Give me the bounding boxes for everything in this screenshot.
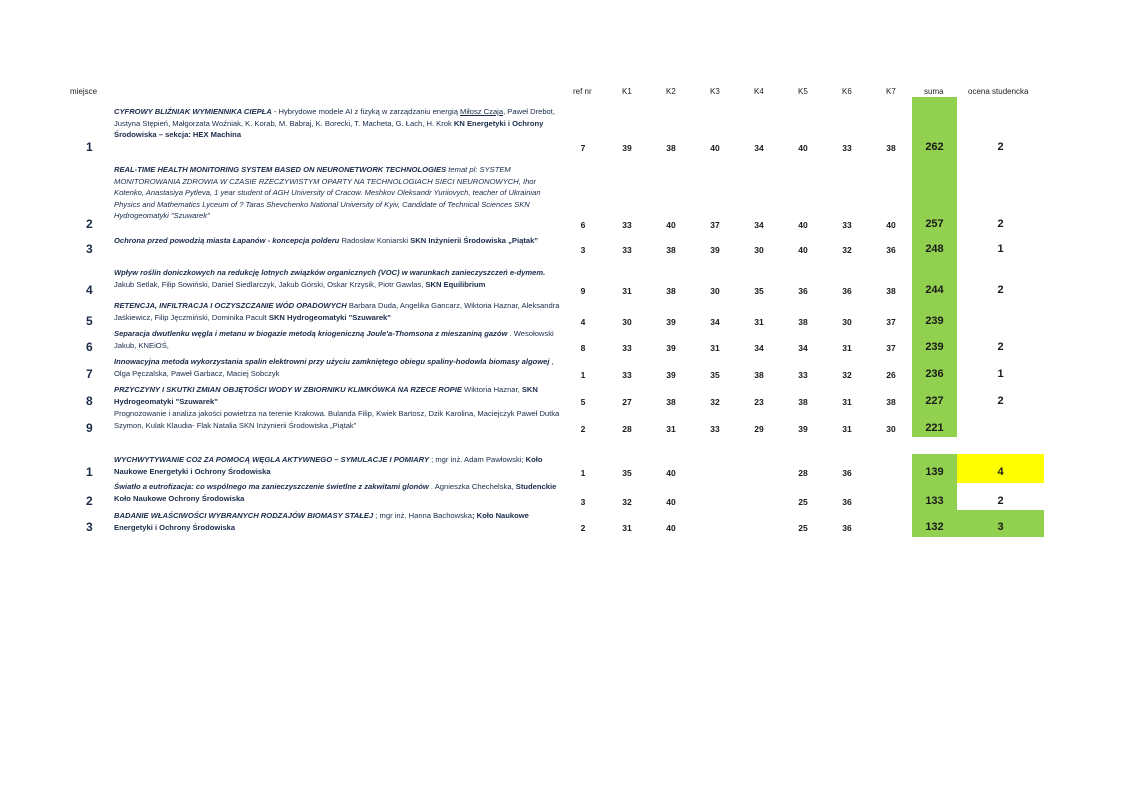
header-k6: K6	[842, 87, 852, 96]
judge-score-k7: 26	[886, 370, 896, 380]
place-number: 1	[86, 140, 93, 154]
judge-score-k5: 25	[798, 497, 808, 507]
judge-score-k3: 32	[710, 397, 720, 407]
judge-score-k2: 38	[666, 143, 676, 153]
judge-score-k7: 30	[886, 424, 896, 434]
judge-score-k6: 32	[842, 370, 852, 380]
total-score: 244	[925, 284, 944, 296]
judge-score-k7: 38	[886, 143, 896, 153]
description-segment: PRZYCZYNY I SKUTKI ZMIAN OBJĘTOŚCI WODY W ZBIORNIKU KLIMKÓWKA NA RZECE ROPIE	[114, 385, 462, 394]
description-segment: SKN Hydrogeomatyki "Szuwarek"	[268, 312, 391, 322]
judge-score-k2: 39	[666, 370, 676, 380]
header-sum: suma	[924, 87, 944, 96]
ref-number: 7	[580, 143, 586, 153]
judge-score-k4: 29	[754, 424, 764, 434]
judge-score-k6: 36	[842, 497, 852, 507]
description-segment: Koło Naukowe Energetyki i Ochrony Środowiska	[114, 455, 543, 476]
entry-description	[114, 481, 560, 504]
description-segment: Wiktoria Haznar,	[461, 385, 522, 394]
judge-score-k1: 33	[622, 370, 632, 380]
judge-score-k6: 36	[842, 468, 852, 478]
header-k3: K3	[710, 87, 720, 96]
place-number: 2	[86, 217, 93, 231]
description-segment: Światło a eutrofizacja: co wspólnego ma zanieczyszczenie świetlne z zakwitami glonów	[114, 482, 429, 491]
judge-score-k6: 31	[842, 397, 852, 407]
judge-score-k5: 38	[798, 397, 808, 407]
description-segment: ; mgr inż. Adam Pawłowski;	[429, 455, 526, 464]
judge-score-k1: 33	[622, 245, 632, 255]
judge-score-k1: 27	[622, 397, 632, 407]
judge-score-k5: 33	[798, 370, 808, 380]
ref-number: 3	[580, 497, 586, 507]
judge-score-k4: 34	[754, 143, 764, 153]
judge-score-k2: 31	[666, 424, 676, 434]
header-k7: K7	[886, 87, 896, 96]
description-segment: SKN Inżynierii Środowiska „Piątak”	[410, 236, 539, 245]
judge-score-k3: 31	[710, 343, 720, 353]
header-student-score: ocena studencka	[968, 87, 1029, 96]
description-segment: Prognozowanie i analiza jakości powietrza na terenie Krakowa. Bulanda Filip, Kwiek Bartosz, Dzik Karolina, Maciejczyk Paweł Dutka Szymon, Kulak Klaudia- Flak Natalia SKN Inżynierii Środowiska „Piątak”	[114, 409, 560, 430]
description-segment: REAL-TIME HEALTH MONITORING SYSTEM BASED ON NEURONETWORK TECHNOLOGIES	[114, 165, 447, 174]
judge-score-k2: 40	[666, 468, 676, 478]
judge-score-k3: 35	[710, 370, 720, 380]
judge-score-k1: 31	[622, 286, 632, 296]
ref-number: 2	[580, 424, 586, 434]
judge-score-k6: 30	[842, 317, 852, 327]
judge-score-k6: 36	[842, 523, 852, 533]
student-score: 2	[997, 395, 1004, 407]
total-score: 139	[925, 466, 944, 478]
place-number: 6	[86, 340, 93, 354]
ref-number: 1	[580, 370, 586, 380]
judge-score-k7: 37	[886, 343, 896, 353]
judge-score-k6: 31	[842, 343, 852, 353]
judge-score-k7: 38	[886, 397, 896, 407]
ref-number: 9	[580, 286, 586, 296]
description-segment: Barbara Duda, Angelika Gancarz, Wiktoria Haznar, Aleksandra Jaśkiewicz, Filip Jęczmiński, Dominika Pacult	[114, 301, 560, 322]
student-score: 1	[997, 368, 1004, 380]
judge-score-k2: 38	[666, 286, 676, 296]
description-segment: CYFROWY BLIŹNIAK WYMIENNIKA CIEPŁA	[114, 107, 272, 116]
description-segment: . Agnieszka Chechelska,	[428, 482, 516, 491]
judge-score-k3: 30	[710, 286, 720, 296]
ref-number: 6	[580, 220, 586, 230]
description-segment: Innowacyjna metoda wykorzystania spalin elektrowni przy użyciu zamkniętego obiegu spaliny-hodowla biomasy algowej	[114, 357, 550, 366]
ref-number: 1	[580, 468, 586, 478]
place-number: 8	[86, 394, 93, 408]
judge-score-k4: 38	[754, 370, 764, 380]
judge-score-k6: 33	[842, 143, 852, 153]
entry-description	[114, 510, 560, 533]
total-score: 132	[925, 521, 944, 533]
judge-score-k4: 34	[754, 220, 764, 230]
judge-score-k6: 36	[842, 286, 852, 296]
entry-description	[114, 300, 560, 323]
judge-score-k6: 31	[842, 424, 852, 434]
judge-score-k5: 39	[798, 424, 808, 434]
judge-score-k1: 33	[622, 343, 632, 353]
place-number: 9	[86, 421, 93, 435]
place-number: 2	[86, 494, 93, 508]
description-segment: temat pl: SYSTEM MONITOROWANIA ZDROWIA W CZASIE RZECZYWISTYM OPARTY NA TECHNOLOGIACH SIECI NEURONOWYCH, Ihor Kotenko, Anastasiya Pytleva, 1 year student of AGH University of Cracow. Meshkov Oleksandr Yuriiovych, teacher of Ukrainian Physics and Mathematics Lyceum of ? Taras Shevchenko National University of Kyiv, Candidate of Technical Sciences SKN Hydrogeomatyki "Szuwarek"	[114, 165, 541, 221]
judge-score-k1: 35	[622, 468, 632, 478]
place-number: 1	[86, 465, 93, 479]
judge-score-k2: 40	[666, 523, 676, 533]
judge-score-k2: 38	[666, 397, 676, 407]
description-segment: Wpływ roślin doniczkowych na redukcję lotnych związków organicznych (VOC) w warunkach zanieczyszczeń e-dymem.	[114, 268, 546, 277]
judge-score-k5: 40	[798, 220, 808, 230]
judge-score-k4: 35	[754, 286, 764, 296]
total-score: 239	[925, 341, 944, 353]
judge-score-k1: 31	[622, 523, 632, 533]
description-segment: SKN Equilibrium	[425, 279, 486, 289]
place-number: 5	[86, 314, 93, 328]
judge-score-k4: 31	[754, 317, 764, 327]
judge-score-k5: 28	[798, 468, 808, 478]
place-number: 7	[86, 367, 93, 381]
judge-score-k7: 37	[886, 317, 896, 327]
student-score: 4	[997, 466, 1004, 478]
total-score: 227	[925, 395, 944, 407]
judge-score-k5: 34	[798, 343, 808, 353]
judge-score-k2: 39	[666, 343, 676, 353]
entry-description	[114, 106, 560, 141]
description-segment: SKN Hydrogeomatyki "Szuwarek"	[114, 385, 538, 406]
judge-score-k7: 38	[886, 286, 896, 296]
ref-number: 8	[580, 343, 586, 353]
ref-number: 3	[580, 245, 586, 255]
header-k5: K5	[798, 87, 808, 96]
judge-score-k4: 23	[754, 397, 764, 407]
description-segment: Jakub Setlak, Filip Sowiński, Daniel Siedlarczyk, Jakub Górski, Oskar Krzysik, Piotr Gawlas,	[114, 279, 426, 289]
judge-score-k3: 37	[710, 220, 720, 230]
judge-score-k7: 36	[886, 245, 896, 255]
judge-score-k2: 38	[666, 245, 676, 255]
description-segment: Miłosz Czaja	[460, 107, 504, 116]
total-score: 257	[925, 218, 944, 230]
description-segment: Radosław Koniarski	[339, 236, 411, 245]
judge-score-k6: 33	[842, 220, 852, 230]
description-segment: WYCHWYTYWANIE CO2 ZA POMOCĄ WĘGLA AKTYWNEGO – SYMULACJE I POMIARY	[114, 455, 430, 464]
student-score: 2	[997, 218, 1004, 230]
entry-description	[114, 454, 560, 477]
judge-score-k1: 30	[622, 317, 632, 327]
judge-score-k3: 40	[710, 143, 720, 153]
description-segment: . Wesołowski Jakub, KNEiOŚ,	[114, 329, 554, 350]
entry-description	[114, 328, 560, 351]
entry-description	[114, 384, 560, 407]
judge-score-k5: 40	[798, 245, 808, 255]
total-score: 262	[925, 141, 944, 153]
student-score: 2	[997, 341, 1004, 353]
judge-score-k4: 34	[754, 343, 764, 353]
description-segment: Studenckie Koło Naukowe Ochrony Środowiska	[114, 482, 557, 503]
judge-score-k3: 34	[710, 317, 720, 327]
description-segment: RETENCJA, INFILTRACJA I OCZYSZCZANIE WÓD OPADOWYCH	[114, 301, 347, 310]
header-place: miejsce	[70, 87, 98, 96]
judge-score-k6: 32	[842, 245, 852, 255]
entry-description	[114, 267, 560, 290]
total-score: 236	[925, 368, 944, 380]
total-score: 248	[925, 243, 944, 255]
description-segment: , Olga Pęczalska, Paweł Garbacz, Maciej Sobczyk	[114, 357, 554, 378]
judge-score-k2: 40	[666, 220, 676, 230]
description-segment: - Hybrydowe modele AI z fizyką w zarządzaniu energią	[271, 107, 461, 116]
ref-number: 2	[580, 523, 586, 533]
student-score: 2	[997, 141, 1004, 153]
judge-score-k3: 33	[710, 424, 720, 434]
header-k2: K2	[666, 87, 676, 96]
description-segment: , Paweł Drebot, Justyna Stępień, Małgorzata Woźniak, K. Korab, M. Babraj, K. Borecki, T. Macheta, G. Łach, H. Krok	[114, 107, 555, 128]
total-score: 221	[925, 422, 944, 434]
judge-score-k2: 39	[666, 317, 676, 327]
place-number: 3	[86, 520, 93, 534]
judge-score-k4: 30	[754, 245, 764, 255]
description-segment: ; mgr inż. Hanna Bachowska	[373, 511, 472, 520]
description-segment: Separacja dwutlenku węgla i metanu w biogazie metodą kriogeniczną Joule'a-Thomsona z mieszaniną gazów	[114, 329, 508, 338]
judge-score-k5: 36	[798, 286, 808, 296]
judge-score-k1: 39	[622, 143, 632, 153]
judge-score-k5: 25	[798, 523, 808, 533]
header-k1: K1	[622, 87, 632, 96]
ref-number: 5	[580, 397, 586, 407]
judge-score-k2: 40	[666, 497, 676, 507]
judge-score-k3: 39	[710, 245, 720, 255]
description-segment: Ochrona przed powodzią miasta Łapanów - koncepcja polderu	[114, 236, 340, 245]
header-ref: ref nr	[573, 87, 592, 96]
entry-description	[114, 235, 560, 247]
description-segment: BADANIE WŁAŚCIWOŚCI WYBRANYCH RODZAJÓW BIOMASY STAŁEJ	[114, 511, 374, 520]
student-score: 1	[997, 243, 1004, 255]
description-segment: KN Energetyki i Ochrony Środowiska – sekcja: HEX Machina	[114, 118, 544, 140]
judge-score-k1: 32	[622, 497, 632, 507]
place-number: 4	[86, 283, 93, 297]
entry-description	[114, 408, 560, 431]
place-number: 3	[86, 242, 93, 256]
student-score: 2	[997, 284, 1004, 296]
judge-score-k1: 28	[622, 424, 632, 434]
entry-description	[114, 356, 560, 379]
judge-score-k5: 38	[798, 317, 808, 327]
ref-number: 4	[580, 317, 586, 327]
total-score: 133	[925, 495, 944, 507]
student-score: 2	[997, 495, 1004, 507]
description-segment: ; Koło Naukowe Energetyki i Ochrony Środowiska	[114, 511, 529, 532]
judge-score-k1: 33	[622, 220, 632, 230]
student-score: 3	[997, 521, 1004, 533]
total-score: 239	[925, 315, 944, 327]
header-k4: K4	[754, 87, 764, 96]
judge-score-k5: 40	[798, 143, 808, 153]
entry-description	[114, 164, 560, 222]
judge-score-k7: 40	[886, 220, 896, 230]
